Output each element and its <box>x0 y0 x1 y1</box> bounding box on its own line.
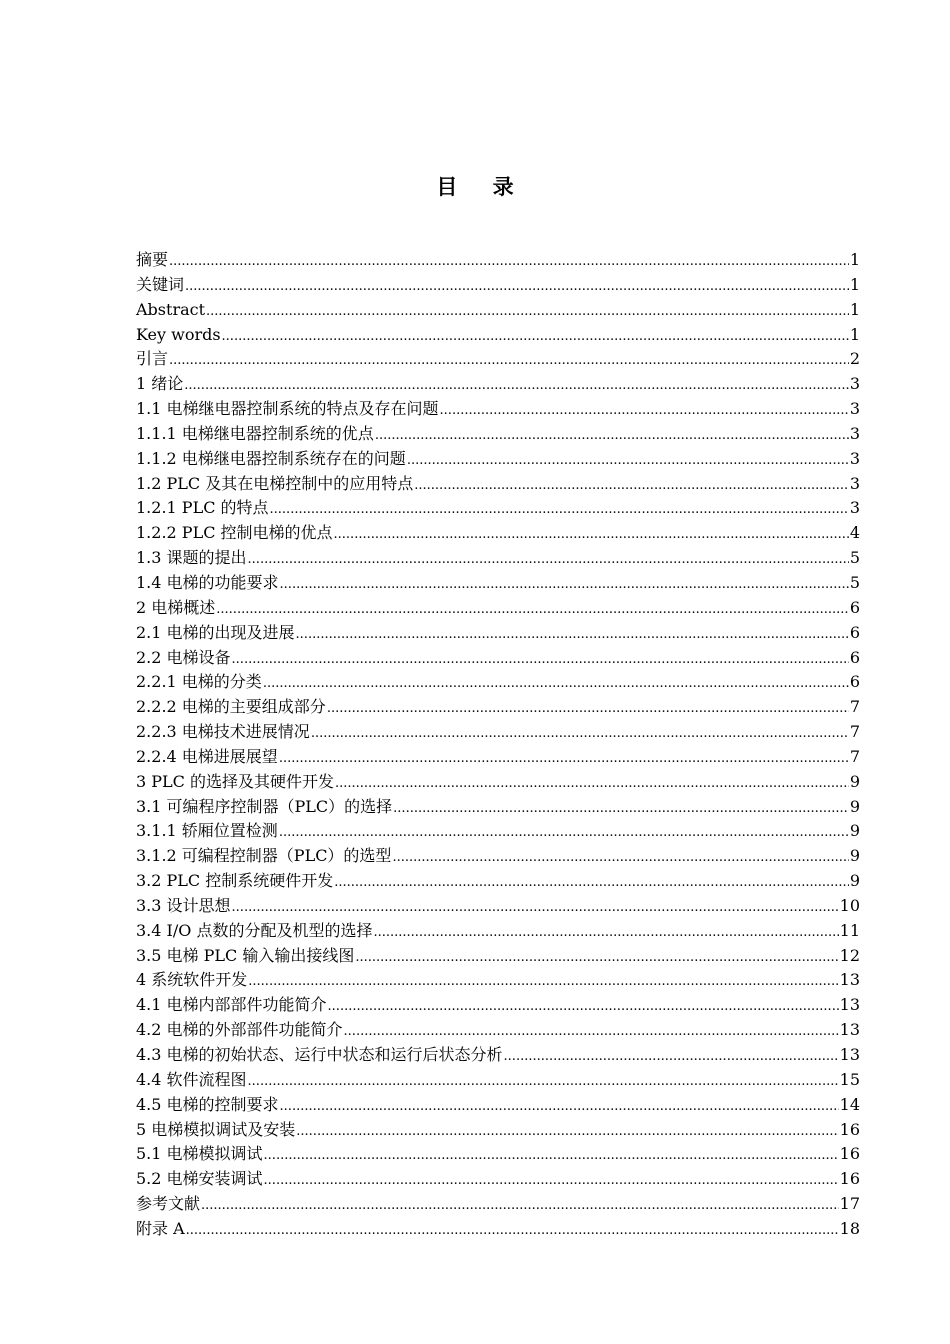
toc-entry-page-number: 2 <box>849 349 860 369</box>
toc-entry-page-number: 3 <box>849 423 860 443</box>
toc-entry-label: 1 绪论 <box>136 374 184 394</box>
toc-entry[interactable] <box>136 1093 860 1118</box>
toc-entry-label: 4 系统软件开发 <box>136 970 248 990</box>
toc-entry-label: 2.2.2 电梯的主要组成部分 <box>136 697 326 717</box>
toc-entry[interactable] <box>136 795 860 820</box>
toc-dot-leader <box>327 697 849 722</box>
toc-entry-label: 2.2.4 电梯进展展望 <box>136 746 278 766</box>
toc-dot-leader <box>184 374 849 399</box>
toc-entry[interactable] <box>136 472 860 497</box>
toc-entry-label: 2.1 电梯的出现及进展 <box>136 622 295 642</box>
toc-entry[interactable] <box>136 323 860 348</box>
toc-entry[interactable] <box>136 1142 860 1167</box>
toc-entry[interactable] <box>136 819 860 844</box>
toc-entry-label: 1.3 课题的提出 <box>136 548 247 568</box>
toc-entry-page-number: 15 <box>839 1069 860 1089</box>
toc-entry-label: 5.1 电梯模拟调试 <box>136 1144 263 1164</box>
toc-entry[interactable] <box>136 397 860 422</box>
toc-dot-leader <box>311 722 849 747</box>
toc-entry-label: 3.1.1 轿厢位置检测 <box>136 821 278 841</box>
toc-entry-page-number: 12 <box>839 945 860 965</box>
toc-dot-leader <box>264 1169 839 1194</box>
toc-entry-label: 2.2.1 电梯的分类 <box>136 672 262 692</box>
toc-entry-page-number: 4 <box>849 523 860 543</box>
toc-entry-page-number: 1 <box>849 250 860 269</box>
toc-entry-page-number: 1 <box>849 274 860 294</box>
toc-entry-page-number: 6 <box>849 672 860 692</box>
toc-entry-label: 3.1 可编程序控制器（PLC）的选择 <box>136 796 393 816</box>
toc-entry-label: 1.2 PLC 及其在电梯控制中的应用特点 <box>136 473 414 493</box>
toc-entry-page-number: 1 <box>849 299 860 319</box>
toc-entry-page-number: 17 <box>839 1194 860 1214</box>
toc-dot-leader <box>504 1045 839 1070</box>
toc-dot-leader <box>201 1194 839 1219</box>
toc-entry[interactable] <box>136 447 860 472</box>
toc-entry[interactable] <box>136 968 860 993</box>
toc-entry-page-number: 3 <box>849 473 860 493</box>
toc-entry-label: 2.2.3 电梯技术进展情况 <box>136 722 310 742</box>
toc-entry-label: 2 电梯概述 <box>136 597 216 617</box>
table-of-contents <box>136 248 860 1242</box>
toc-entry-page-number: 13 <box>839 995 860 1015</box>
toc-entry-page-number: 16 <box>839 1169 860 1189</box>
toc-entry-label: 2.2 电梯设备 <box>136 647 231 667</box>
toc-entry[interactable] <box>136 422 860 447</box>
toc-entry[interactable] <box>136 1167 860 1192</box>
toc-dot-leader <box>280 573 849 598</box>
toc-entry[interactable] <box>136 273 860 298</box>
toc-entry-label: 附录 A <box>136 1218 185 1238</box>
toc-entry[interactable] <box>136 894 860 919</box>
toc-entry[interactable] <box>136 770 860 795</box>
toc-entry-page-number: 16 <box>839 1144 860 1164</box>
toc-entry-page-number: 9 <box>849 871 860 891</box>
toc-dot-leader <box>393 797 849 822</box>
toc-entry-page-number: 18 <box>839 1218 860 1238</box>
toc-entry[interactable] <box>136 1018 860 1043</box>
toc-dot-leader <box>232 648 849 673</box>
toc-entry[interactable] <box>136 944 860 969</box>
toc-dot-leader <box>334 871 849 896</box>
toc-entry-page-number: 13 <box>839 1020 860 1040</box>
toc-entry-page-number: 16 <box>839 1119 860 1139</box>
toc-entry[interactable] <box>136 248 860 273</box>
toc-entry[interactable] <box>136 869 860 894</box>
toc-entry-label: 1.2.2 PLC 控制电梯的优点 <box>136 523 333 543</box>
toc-entry-label: 3.3 设计思想 <box>136 895 231 915</box>
toc-entry[interactable] <box>136 372 860 397</box>
toc-entry[interactable] <box>136 1192 860 1217</box>
toc-entry-label: 3 PLC 的选择及其硬件开发 <box>136 771 334 791</box>
toc-dot-leader <box>264 1144 839 1169</box>
toc-dot-leader <box>296 623 849 648</box>
toc-entry[interactable] <box>136 720 860 745</box>
toc-dot-leader <box>414 474 849 499</box>
toc-entry-page-number: 5 <box>849 548 860 568</box>
toc-entry-label: 3.4 I/O 点数的分配及机型的选择 <box>136 920 373 940</box>
toc-entry-label: 3.5 电梯 PLC 输入输出接线图 <box>136 945 355 965</box>
toc-entry[interactable] <box>136 596 860 621</box>
toc-dot-leader <box>206 300 849 325</box>
toc-entry-label: 1.1.2 电梯继电器控制系统存在的问题 <box>136 448 406 468</box>
toc-entry-label: 1.4 电梯的功能要求 <box>136 572 279 592</box>
toc-dot-leader <box>344 1020 839 1045</box>
toc-entry-label: 摘要 <box>136 250 169 269</box>
toc-entry-label: 3.1.2 可编程控制器（PLC）的选型 <box>136 846 392 866</box>
toc-entry-page-number: 13 <box>839 970 860 990</box>
toc-entry[interactable] <box>136 844 860 869</box>
toc-entry[interactable] <box>136 670 860 695</box>
toc-entry-page-number: 6 <box>849 647 860 667</box>
toc-dot-leader <box>169 250 849 275</box>
toc-entry-page-number: 6 <box>849 597 860 617</box>
toc-dot-leader <box>296 1120 838 1145</box>
toc-entry-page-number: 14 <box>839 1094 860 1114</box>
toc-entry-page-number: 9 <box>849 846 860 866</box>
toc-dot-leader <box>334 523 849 548</box>
toc-entry[interactable] <box>136 745 860 770</box>
toc-entry[interactable] <box>136 695 860 720</box>
page-title: 目 录 <box>436 175 528 199</box>
toc-dot-leader <box>279 821 849 846</box>
toc-entry[interactable] <box>136 347 860 372</box>
toc-dot-leader <box>248 1070 839 1095</box>
toc-entry[interactable] <box>136 496 860 521</box>
toc-dot-leader <box>248 548 849 573</box>
toc-entry-page-number: 7 <box>849 722 860 742</box>
toc-entry[interactable] <box>136 571 860 596</box>
toc-dot-leader <box>169 349 849 374</box>
toc-entry-label: 4.1 电梯内部部件功能简介 <box>136 995 327 1015</box>
toc-dot-leader <box>392 846 848 871</box>
toc-dot-leader <box>440 399 849 424</box>
toc-entry-page-number: 1 <box>849 324 860 344</box>
toc-entry-label: 引言 <box>136 349 169 369</box>
toc-dot-leader <box>232 896 839 921</box>
toc-dot-leader <box>270 498 849 523</box>
toc-entry-page-number: 11 <box>839 920 860 940</box>
toc-entry[interactable] <box>136 298 860 323</box>
toc-entry-label: 关键词 <box>136 274 185 294</box>
toc-dot-leader <box>355 946 838 971</box>
toc-dot-leader <box>248 970 838 995</box>
toc-entry-label: 1.2.1 PLC 的特点 <box>136 498 269 518</box>
toc-entry[interactable] <box>136 621 860 646</box>
toc-entry-page-number: 13 <box>839 1045 860 1064</box>
toc-entry[interactable] <box>136 919 860 944</box>
toc-dot-leader <box>279 747 849 772</box>
toc-entry[interactable] <box>136 1118 860 1143</box>
toc-entry-page-number: 5 <box>849 572 860 592</box>
toc-entry-label: 4.4 软件流程图 <box>136 1069 247 1089</box>
toc-entry-page-number: 9 <box>849 771 860 791</box>
toc-dot-leader <box>335 772 849 797</box>
toc-entry-page-number: 3 <box>849 374 860 394</box>
toc-dot-leader <box>186 1219 839 1244</box>
toc-entry-page-number: 9 <box>849 796 860 816</box>
toc-entry-label: 1.1.1 电梯继电器控制系统的优点 <box>136 423 374 443</box>
toc-entry-page-number: 10 <box>839 895 860 915</box>
toc-entry[interactable] <box>136 993 860 1018</box>
toc-dot-leader <box>280 1095 839 1120</box>
toc-entry-page-number: 7 <box>849 746 860 766</box>
toc-dot-leader <box>328 995 839 1020</box>
toc-entry-label: 4.5 电梯的控制要求 <box>136 1094 279 1114</box>
toc-dot-leader <box>263 672 849 697</box>
toc-dot-leader <box>185 275 849 300</box>
toc-entry[interactable] <box>136 521 860 546</box>
toc-entry-page-number: 7 <box>849 697 860 717</box>
toc-dot-leader <box>373 921 838 946</box>
toc-entry[interactable] <box>136 1217 860 1242</box>
toc-entry-label: 1.1 电梯继电器控制系统的特点及存在问题 <box>136 399 439 419</box>
toc-entry-page-number: 3 <box>849 498 860 518</box>
toc-dot-leader <box>216 598 849 623</box>
toc-entry[interactable] <box>136 546 860 571</box>
toc-entry-page-number: 6 <box>849 622 860 642</box>
toc-entry-page-number: 9 <box>849 821 860 841</box>
toc-entry-page-number: 3 <box>849 399 860 419</box>
toc-entry[interactable] <box>136 1068 860 1093</box>
toc-dot-leader <box>375 424 849 449</box>
toc-entry-label: Abstract <box>136 299 206 319</box>
toc-entry-label: 4.2 电梯的外部部件功能简介 <box>136 1020 343 1040</box>
toc-dot-leader <box>407 449 849 474</box>
toc-entry-label: 参考文献 <box>136 1194 201 1214</box>
toc-entry[interactable] <box>136 1043 860 1068</box>
toc-entry-page-number: 3 <box>849 448 860 468</box>
toc-entry-label: 5.2 电梯安装调试 <box>136 1169 263 1189</box>
toc-entry-label: 3.2 PLC 控制系统硬件开发 <box>136 871 334 891</box>
toc-entry-label: Key words <box>136 324 221 344</box>
toc-dot-leader <box>222 325 849 350</box>
toc-entry-label: 4.3 电梯的初始状态、运行中状态和运行后状态分析 <box>136 1045 503 1064</box>
toc-entry-label: 5 电梯模拟调试及安装 <box>136 1119 296 1139</box>
toc-entry[interactable] <box>136 646 860 671</box>
